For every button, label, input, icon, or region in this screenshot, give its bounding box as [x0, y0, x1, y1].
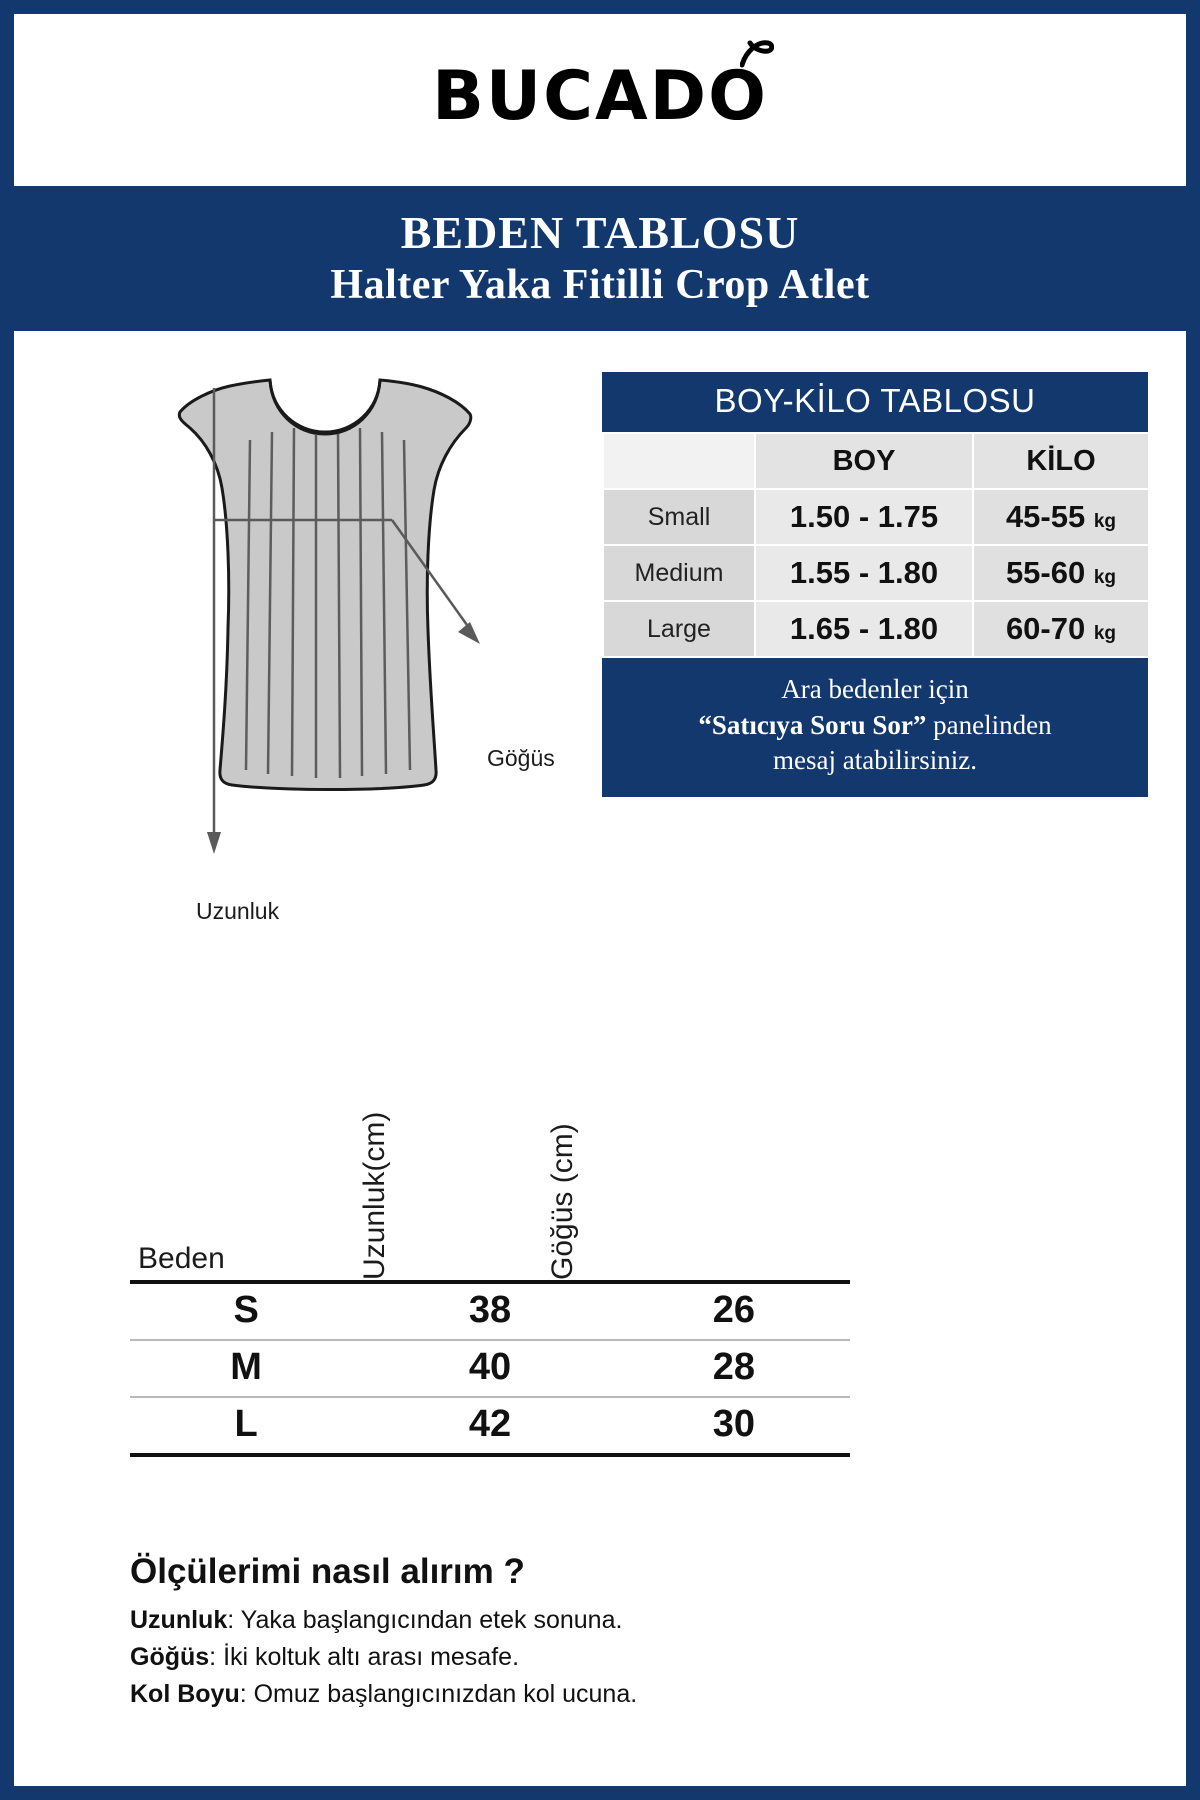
- cell-size: M: [130, 1340, 362, 1397]
- cell-chest: 28: [618, 1340, 850, 1397]
- cell-kilo: [973, 601, 1149, 657]
- how-to-term: Uzunluk: [130, 1606, 228, 1634]
- garment-illustration: [120, 370, 540, 870]
- page-subtitle: Halter Yaka Fitilli Crop Atlet: [330, 262, 870, 309]
- how-to-item: [130, 1606, 1090, 1635]
- table-header-row: [603, 433, 1149, 489]
- cell-kilo: [973, 489, 1149, 545]
- table-row: [603, 601, 1149, 657]
- cell-chest: 26: [618, 1282, 850, 1340]
- header-cell-boy: BOY: [755, 433, 973, 489]
- cell-size: L: [130, 1397, 362, 1455]
- table-row: [603, 489, 1149, 545]
- column-header-chest: Göğüs (cm): [546, 1123, 579, 1280]
- measurement-table-header: [130, 1020, 970, 1280]
- how-to-text: : İki koltuk altı arası mesafe.: [209, 1643, 520, 1671]
- cell-boy: 1.65 - 1.80: [755, 601, 973, 657]
- cell-size: S: [130, 1282, 362, 1340]
- height-weight-table: [602, 372, 1148, 797]
- unit-kg: kg: [1093, 623, 1117, 644]
- how-to-item: [130, 1643, 1090, 1672]
- note-line-3: mesaj atabilirsiniz.: [773, 745, 977, 776]
- how-to-text: : Omuz başlangıcınızdan kol ucuna.: [239, 1680, 638, 1708]
- note-line-2: [612, 708, 1138, 744]
- chest-measure-label: Göğüs: [487, 745, 555, 771]
- cell-kilo-value: 60-70: [1005, 611, 1086, 646]
- intermediate-size-note: [602, 658, 1148, 797]
- how-to-measure-section: [130, 1552, 1090, 1717]
- cell-length: 42: [362, 1397, 617, 1455]
- how-to-measure-heading: Ölçülerimi nasıl alırım ?: [130, 1552, 525, 1591]
- column-header-length: Uzunluk(cm): [358, 1111, 391, 1280]
- tank-top-drawing: [120, 370, 540, 870]
- table-row: [603, 545, 1149, 601]
- cell-boy: 1.50 - 1.75: [755, 489, 973, 545]
- page-title: BEDEN TABLOSU: [400, 206, 800, 258]
- page-title-band: [14, 186, 1186, 331]
- table-row: [130, 1340, 850, 1397]
- cell-size: Large: [603, 601, 755, 657]
- measurement-grid: [130, 1280, 850, 1457]
- cell-kilo: [973, 545, 1149, 601]
- height-weight-grid: [602, 432, 1150, 658]
- measurement-table: [130, 1020, 970, 1457]
- cell-size: Medium: [603, 545, 755, 601]
- cell-boy: 1.55 - 1.80: [755, 545, 973, 601]
- cell-length: 40: [362, 1340, 617, 1397]
- cell-size: Small: [603, 489, 755, 545]
- table-row: [130, 1397, 850, 1455]
- cell-chest: 30: [618, 1397, 850, 1455]
- brand-header: [14, 14, 1186, 179]
- note-quote: “Satıcıya Soru Sor”: [698, 709, 927, 740]
- logo-swash-icon: [740, 39, 774, 69]
- how-to-term: Göğüs: [130, 1643, 210, 1671]
- column-header-size: Beden: [138, 1242, 225, 1275]
- cell-kilo-value: 55-60: [1005, 555, 1086, 590]
- cell-kilo-value: 45-55: [1005, 499, 1086, 534]
- length-measure-label: Uzunluk: [196, 898, 280, 924]
- header-cell-empty: [603, 433, 755, 489]
- cell-length: 38: [362, 1282, 617, 1340]
- note-line-2-tail: panelinden: [926, 709, 1052, 740]
- unit-kg: kg: [1093, 567, 1117, 588]
- brand-logo: [432, 57, 768, 136]
- table-row: [130, 1282, 850, 1340]
- note-line-1: Ara bedenler için: [781, 674, 969, 704]
- header-cell-kilo: KİLO: [973, 433, 1149, 489]
- unit-kg: kg: [1093, 511, 1117, 532]
- how-to-term: Kol Boyu: [130, 1680, 240, 1708]
- brand-logo-text: BUCADO: [432, 57, 768, 136]
- how-to-item: [130, 1680, 1090, 1709]
- height-weight-table-heading: BOY-KİLO TABLOSU: [602, 372, 1148, 432]
- how-to-text: : Yaka başlangıcından etek sonuna.: [227, 1606, 623, 1634]
